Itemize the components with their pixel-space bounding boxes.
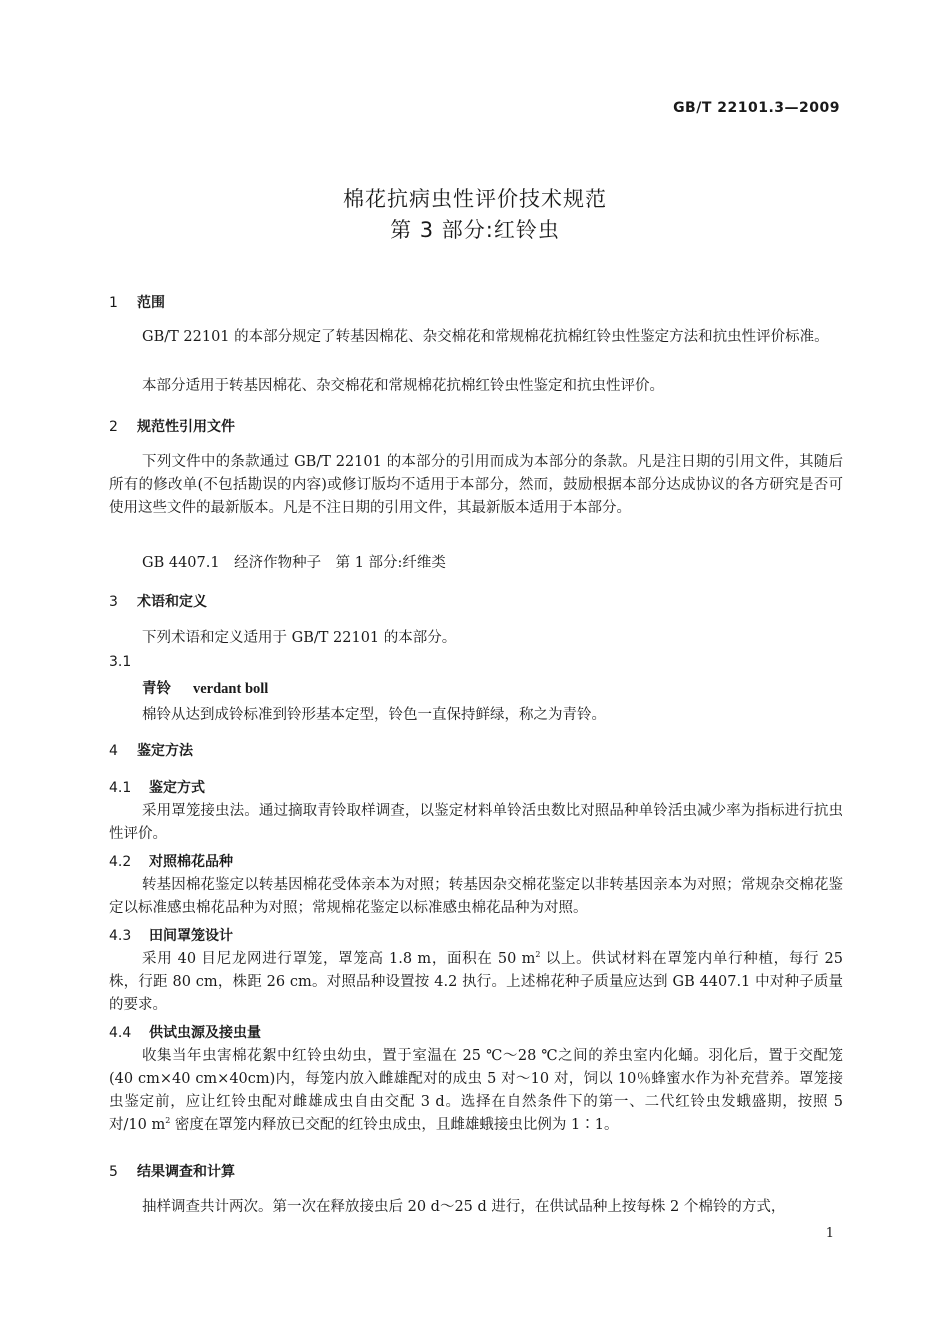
- section-4-1-heading: [109, 777, 205, 797]
- section-4-2-paragraph: 转基因棉花鉴定以转基因棉花受体亲本为对照；转基因杂交棉花鉴定以非转基因亲本为对照；常规杂交棉花鉴定以标准感虫棉花品种为对照；常规棉花鉴定以标准感虫棉花品种为对照。: [109, 877, 843, 916]
- section-title: 术语和定义: [137, 594, 207, 610]
- section-4-2-heading: [109, 851, 233, 871]
- section-title: 规范性引用文件: [137, 419, 235, 435]
- section-5-heading: [109, 1161, 235, 1181]
- term-chinese: 青铃: [142, 680, 171, 697]
- term-entry: [142, 677, 268, 698]
- section-3-heading: [109, 591, 207, 611]
- term-definition: 棉铃从达到成铃标准到铃形基本定型，铃色一直保持鲜绿，称之为青铃。: [142, 707, 606, 723]
- section-number: 5: [109, 1164, 118, 1180]
- section-number: 3.1: [109, 654, 132, 670]
- section-1-heading: [109, 292, 165, 312]
- normative-reference: GB 4407.1 经济作物种子 第 1 部分:纤维类: [142, 555, 446, 571]
- section-title: 鉴定方式: [149, 780, 205, 796]
- section-4-3-heading: [109, 925, 233, 945]
- page-number: 1: [825, 1226, 834, 1241]
- section-1-paragraph-2: 本部分适用于转基因棉花、杂交棉花和常规棉花抗棉红铃虫性鉴定和抗虫性评价。: [142, 378, 664, 394]
- superscript: 2: [165, 1116, 171, 1126]
- superscript: 2: [535, 950, 541, 960]
- section-2-heading: [109, 416, 235, 436]
- paragraph-text: 收集当年虫害棉花絮中红铃虫幼虫，置于室温在 25 ℃～28 ℃之间的养虫室内化蛹。羽化后，置于交配笼(40 cm×40 cm×40cm)内，每笼内放入雌雄配对的成虫 5 对～10 对，饲以 10％蜂蜜水作为补充营养。罩笼接虫鉴定前，应让红铃虫配对雌雄成虫自由交配 3 d。选择在自然条件下的第一、二代红铃虫发蛾盛期，按照 5 对/10 m: [109, 1048, 843, 1133]
- term-number: [109, 654, 137, 670]
- section-title: 供试虫源及接虫量: [149, 1025, 261, 1041]
- section-number: 4.4: [109, 1025, 132, 1041]
- section-number: 1: [109, 295, 118, 311]
- section-4-1-paragraph: 采用罩笼接虫法。通过摘取青铃取样调查，以鉴定材料单铃活虫数比对照品种单铃活虫减少率为指标进行抗虫性评价。: [109, 803, 843, 842]
- section-number: 4.3: [109, 928, 132, 944]
- paragraph-text: 采用 40 目尼龙网进行罩笼，罩笼高 1.8 m，面积在 50 m: [142, 951, 536, 967]
- section-title: 结果调查和计算: [137, 1164, 235, 1180]
- paragraph-text: 以上。供试材料在罩笼内单行种植，每行 25 株，行距 80 cm，株距 26 cm。对照品种设置按 4.2 执行。上述棉花种子质量应达到 GB 4407.1 中对种子质量的要求。: [109, 951, 843, 1013]
- section-title: 对照棉花品种: [149, 854, 233, 870]
- section-3-paragraph-1: 下列术语和定义适用于 GB/T 22101 的本部分。: [142, 630, 457, 646]
- section-4-3-paragraph: [109, 948, 843, 1017]
- section-4-4-heading: [109, 1022, 261, 1042]
- section-title: 鉴定方法: [137, 743, 193, 759]
- section-2-paragraph-1: 下列文件中的条款通过 GB/T 22101 的本部分的引用而成为本部分的条款。凡是注日期的引用文件，其随后所有的修改单(不包括勘误的内容)或修订版均不适用于本部分，然而，鼓励根据本部分达成协议的各方研究是否可使用这些文件的最新版本。凡是不注日期的引用文件，其最新版本适用于本部分。: [109, 454, 843, 516]
- section-number: 4: [109, 743, 118, 759]
- term-english: verdant boll: [193, 681, 269, 697]
- section-title: 范围: [137, 295, 165, 311]
- section-number: 4.2: [109, 854, 132, 870]
- section-number: 3: [109, 594, 118, 610]
- document-title: 棉花抗病虫性评价技术规范: [343, 187, 607, 211]
- section-4-heading: [109, 740, 193, 760]
- section-1-paragraph-1: GB/T 22101 的本部分规定了转基因棉花、杂交棉花和常规棉花抗棉红铃虫性鉴定方法和抗虫性评价标准。: [142, 329, 829, 345]
- section-number: 4.1: [109, 780, 132, 796]
- section-number: 2: [109, 419, 118, 435]
- paragraph-text: 密度在罩笼内释放已交配的红铃虫成虫，且雌雄蛾接虫比例为 1∶1。: [170, 1117, 619, 1133]
- section-title: 田间罩笼设计: [149, 928, 233, 944]
- document-subtitle: 第 3 部分:红铃虫: [390, 218, 560, 242]
- section-5-paragraph-1: 抽样调查共计两次。第一次在释放接虫后 20 d～25 d 进行，在供试品种上按每株 2 个棉铃的方式，: [142, 1199, 786, 1215]
- section-4-4-paragraph: [109, 1045, 843, 1137]
- standard-number: GB/T 22101.3—2009: [673, 100, 840, 116]
